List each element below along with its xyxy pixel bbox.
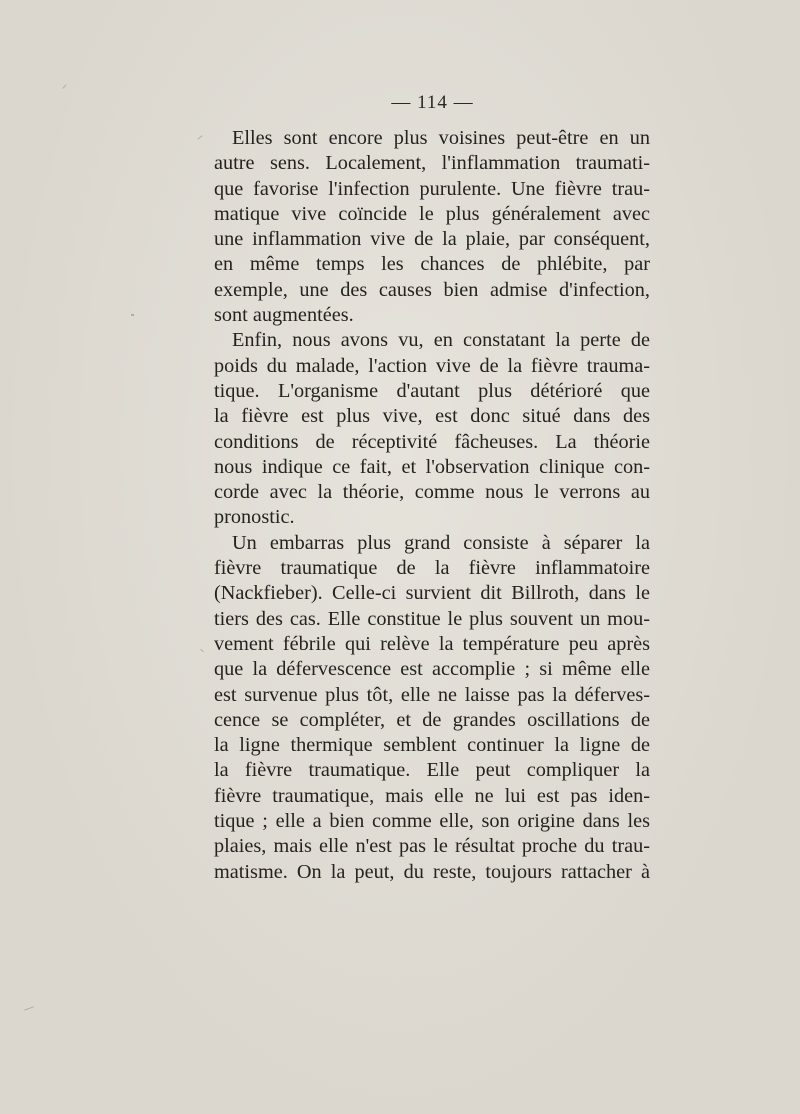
paragraph-1 [214,126,650,328]
text-line: cence se compléter, et de grandes oscillations de [214,708,650,731]
text-line: est survenue plus tôt, elle ne laisse pas la déferves- [214,683,650,706]
paragraph-3 [214,531,650,885]
paper-speck [200,649,204,653]
text-line: (Nackfieber). Celle-ci survient dit Billroth, dans le [214,582,650,605]
text-line: matisme. On la peut, du reste, toujours rattacher à [214,860,650,883]
text-line: tiers des cas. Elle constitue le plus souvent un mou- [214,607,650,630]
text-line: tique. L'organisme d'autant plus détérioré que [214,379,650,402]
text-line: que la défervescence est accomplie ; si même elle [214,658,650,681]
text-line: exemple, une des causes bien admise d'infection, [214,278,650,301]
body-text [214,126,650,885]
text-line: la fièvre est plus vive, est donc situé dans des [214,405,650,428]
paper-speck [24,1006,34,1010]
text-line: Enfin, nous avons vu, en constatant la perte de [232,329,650,352]
text-line: poids du malade, l'action vive de la fièvre trauma- [214,354,650,377]
text-line: une inflammation vive de la plaie, par conséquent, [214,228,650,251]
text-line: sont augmentées. [214,304,354,327]
text-line: corde avec la théorie, comme nous le verrons au [214,481,650,504]
paper-speck [197,135,202,140]
text-line: tique ; elle a bien comme elle, son origine dans les [214,810,650,833]
text-line: autre sens. Localement, l'inflammation traumati- [214,152,650,175]
paragraph-2 [214,328,650,530]
text-line: Elles sont encore plus voisines peut-être en un [232,127,650,149]
text-line: fièvre traumatique de la fièvre inflammatoire [214,557,650,580]
text-line: pronostic. [214,506,295,529]
text-line: vement fébrile qui relève la température peu après [214,632,650,655]
text-line: la fièvre traumatique. Elle peut compliquer la [214,759,650,782]
text-line: que favorise l'infection purulente. Une fièvre trau- [214,177,650,200]
text-line: plaies, mais elle n'est pas le résultat proche du trau- [214,835,650,858]
text-line: fièvre traumatique, mais elle ne lui est pas iden- [214,784,650,807]
text-line: la ligne thermique semblent continuer la ligne de [214,734,650,757]
page-number: — 114 — [391,92,474,113]
text-line: nous indique ce fait, et l'observation clinique con- [214,455,650,478]
text-line: matique vive coïncide le plus généralement avec [214,202,650,225]
text-line: Un embarras plus grand consiste à séparer la [232,531,650,554]
paper-speck [131,314,134,316]
text-line: conditions de réceptivité fâcheuses. La théorie [214,430,650,453]
text-line: en même temps les chances de phlébite, par [214,253,650,276]
paper-speck [63,84,67,88]
